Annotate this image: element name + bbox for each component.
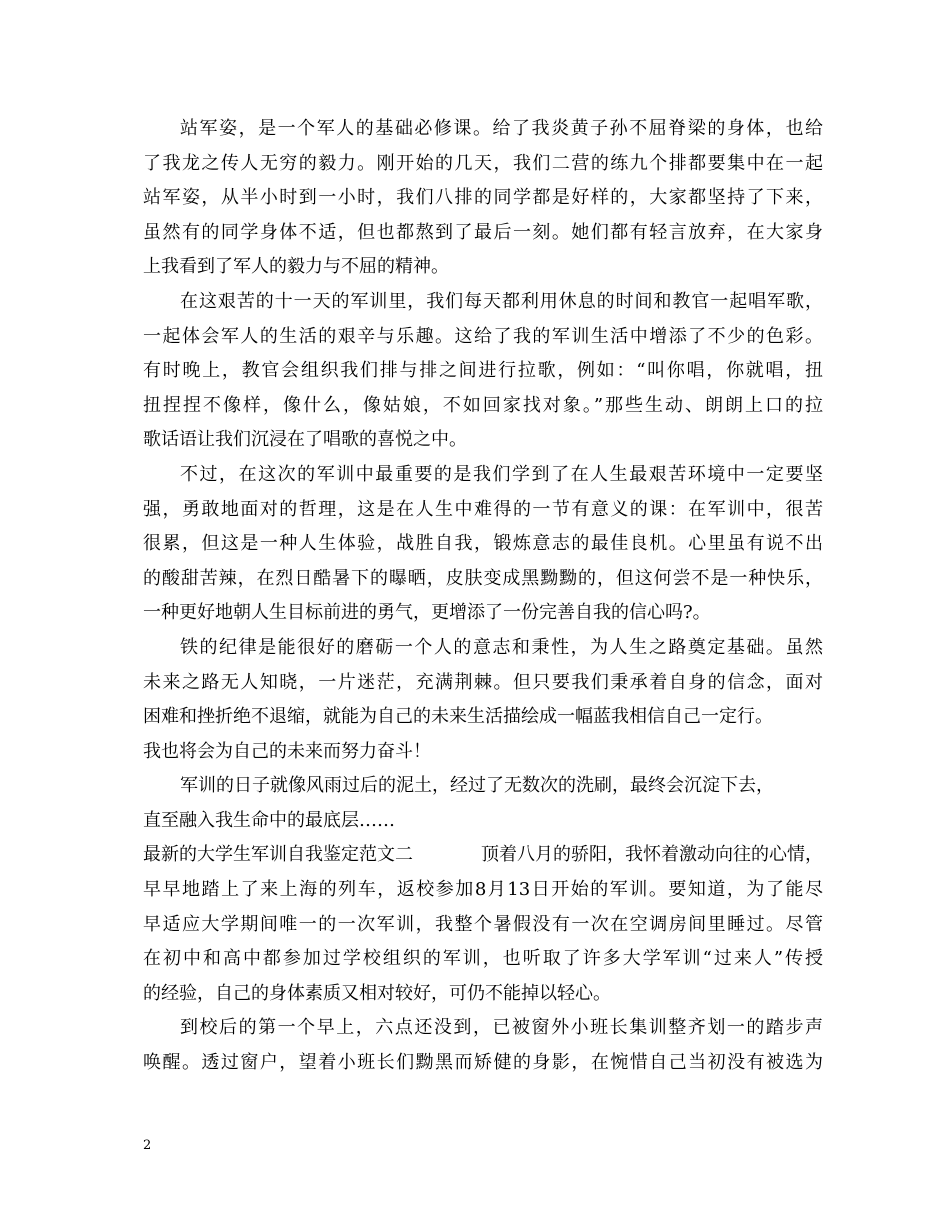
text-line: 一种更好地朝人生目标前进的勇气，更增添了一份完善自我的信心吗?。 — [143, 602, 711, 624]
text-line: 唤醒。透过窗户，望着小班长们黝黑而矫健的身影，在惋惜自己当初没有被选为 — [143, 1052, 823, 1074]
paragraphs-block — [143, 112, 823, 838]
text-line: 铁的纪律是能很好的磨砺一个人的意志和秉性，为人生之路奠定基础。虽然 — [180, 636, 823, 658]
section-title: 最新的大学生军训自我鉴定范文二 — [143, 844, 413, 866]
text-line: 不过，在这次的军训中最重要的是我们学到了在人生最艰苦环境中一定要坚 — [180, 463, 823, 485]
section-title-continuation: 顶着八月的骄阳，我怀着激动向往的心情， — [481, 844, 823, 866]
text-line: 到校后的第一个早上，六点还没到，已被窗外小班长集训整齐划一的踏步声 — [180, 1017, 823, 1039]
text-line: 早早地踏上了来上海的列车，返校参加8月13日开始的军训。要知道，为了能尽 — [143, 879, 823, 901]
text-line: 扭捏捏不像样，像什么，像姑娘，不如回家找对象。”那些生动、朗朗上口的拉 — [143, 394, 823, 416]
text-line: 虽然有的同学身体不适，但也都熬到了最后一刻。她们都有轻言放弃，在大家身 — [143, 221, 823, 243]
text-line: 了我龙之传人无穷的毅力。刚开始的几天，我们二营的练九个排都要集中在一起 — [143, 152, 823, 174]
text-line: 困难和挫折绝不退缩，就能为自己的未来生活描绘成一幅蓝我相信自己一定行。 — [143, 706, 773, 728]
text-line: 很累，但这是一种人生体验，战胜自我，锻炼意志的最佳良机。心里虽有说不出 — [143, 533, 823, 555]
text-line: 一起体会军人的生活的艰辛与乐趣。这给了我的军训生活中增添了不少的色彩。 — [143, 325, 823, 347]
text-line: 直至融入我生命中的最底层…… — [143, 809, 395, 831]
text-line: 的酸甜苦辣，在烈日酷暑下的曝晒，皮肤变成黑黝黝的，但这何尝不是一种快乐， — [143, 567, 823, 589]
text-line: 的经验，自己的身体素质又相对较好，可仍不能掉以轻心。 — [143, 982, 611, 1004]
text-line: 未来之路无人知晓，一片迷茫，充满荆棘。但只要我们秉承着自身的信念，面对 — [143, 671, 823, 693]
heading-line — [143, 838, 823, 873]
text-line: 站军姿，从半小时到一小时，我们八排的同学都是好样的，大家都坚持了下来， — [143, 187, 823, 209]
text-line: 强，勇敢地面对的哲理，这是在人生中难得的一节有意义的课：在军训中，很苦 — [143, 498, 823, 520]
text-line: 上我看到了军人的毅力与不屈的精神。 — [143, 256, 449, 278]
document-body — [143, 112, 823, 1081]
text-line: 歌话语让我们沉浸在了唱歌的喜悦之中。 — [143, 429, 467, 451]
page-number: 2 — [143, 1138, 152, 1153]
paragraphs-block-after — [143, 873, 823, 1081]
text-line: 站军姿，是一个军人的基础必修课。给了我炎黄子孙不屈脊梁的身体，也给 — [180, 118, 823, 139]
text-line: 军训的日子就像风雨过后的泥土，经过了无数次的洗刷，最终会沉淀下去， — [180, 775, 774, 797]
text-line: 在这艰苦的十一天的军训里，我们每天都利用休息的时间和教官一起唱军歌， — [180, 290, 823, 312]
text-line: 早适应大学期间唯一的一次军训，我整个暑假没有一次在空调房间里睡过。尽管 — [143, 913, 823, 935]
text-line: 有时晚上，教官会组织我们排与排之间进行拉歌，例如：“叫你唱，你就唱，扭 — [143, 360, 823, 382]
text-line: 我也将会为自己的未来而努力奋斗！ — [143, 740, 431, 762]
text-line: 在初中和高中都参加过学校组织的军训，也听取了许多大学军训“过来人”传授 — [143, 948, 823, 970]
